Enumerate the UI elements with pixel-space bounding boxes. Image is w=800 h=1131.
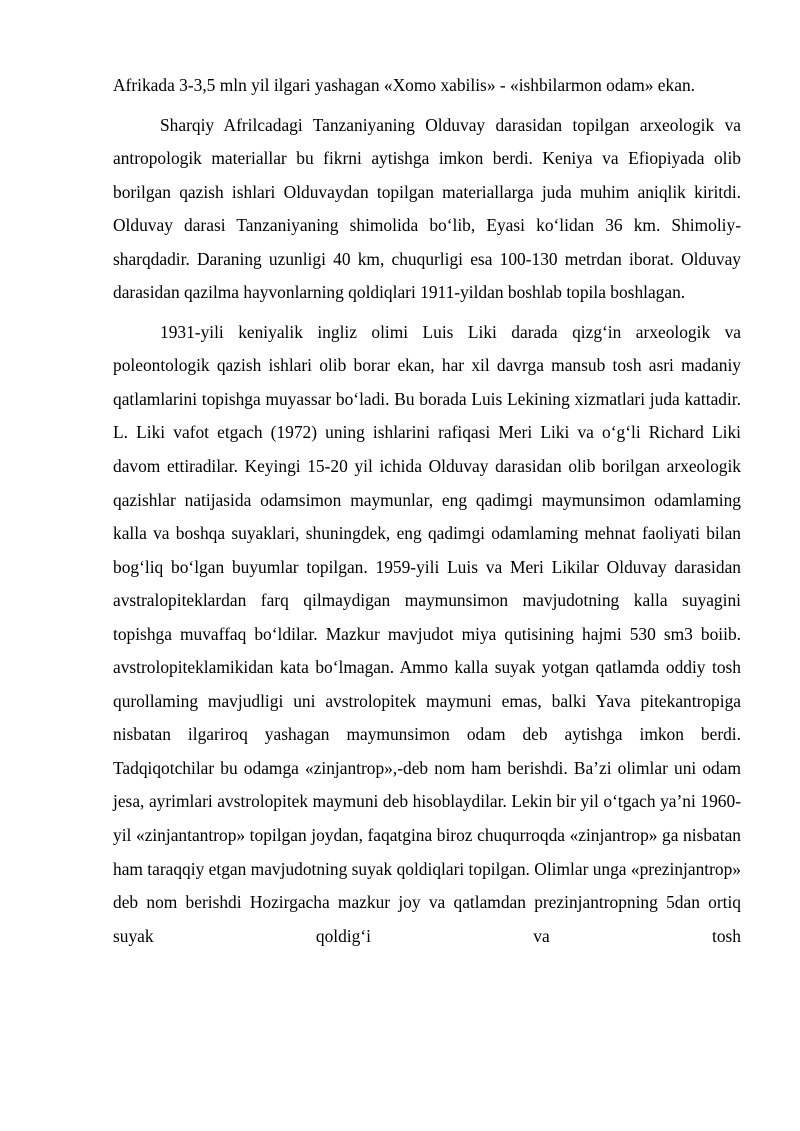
paragraph-3: 1931-yili keniyalik ingliz olimi Luis Liki darada qizg‘in arxeologik va poleontologik qazish ishlari olib borar ekan, har xil davrga mansub tosh asri madaniy qatlamlarini topishga muyassar bo‘ladi. Bu borada Luis Lekining xizmatlari juda kattadir. L. Liki vafot etgach (1972) uning ishlarini rafiqasi Meri Liki va o‘g‘li Richard Liki davom ettiradilar. Keyingi 15-20 yil ichida Olduvay darasidan olib borilgan arxeologik qazishlar natijasida odamsimon maymunlar, eng qadimgi maymunsimon odamlaming kalla va boshqa suyaklari, shuningdek, eng qadimgi odamlaming mehnat faoliyati bilan bog‘liq bo‘lgan buyumlar topilgan. 1959-yili Luis va Meri Likilar Olduvay darasidan avstralopiteklardan farq qilmaydigan maymunsimon mavjudotning kalla suyagini topishga muvaffaq bo‘ldilar. Mazkur mavjudot miya qutisining hajmi 530 sm3 boiib. avstrolopiteklamikidan kata bo‘lmagan. Ammo kalla suyak yotgan qatlamda oddiy tosh qurollaming mavjudligi uni avstrolopitek maymuni emas, balki Yava pitekantropiga nisbatan ilgariroq yashagan maymunsimon odam deb aytishga imkon berdi. Tadqiqotchilar bu odamga «zinjantrop»,-deb nom ham berishdi. Ba’zi olimlar uni odam jesa, ayrimlari avstrolopitek maymuni deb hisoblaydilar. Lekin bir yil o‘tgach ya’ni 1960-yil «zinjantantrop» topilgan joydan, faqatgina biroz chuqurroqda «zinjantrop» ga nisbatan ham taraqqiy etgan mavjudotning suyak qoldiqlari topilgan. Olimlar unga «prezinjantrop» deb nom berishdi Hozirgacha mazkur joy va qatlamdan prezinjantropning 5dan ortiq suyak qoldig‘i va tosh — [113, 321, 741, 946]
body-text — [113, 69, 741, 953]
paragraph-2: Sharqiy Afrilcadagi Tanzaniyaning Olduvay darasidan topilgan arxeologik va antropologik materiallar bu fikrni aytishga imkon berdi. Keniya va Efiopiyada olib borilgan qazish ishlari Olduvaydan topilgan materiallarga juda muhim aniqlik kiritdi. Olduvay darasi Tanzaniyaning shimolida bo‘lib, Eyasi ko‘lidan 36 km. Shimoliy-sharqdadir. Daraning uzunligi 40 km, chuqurligi esa 100-130 metrdan iborat. Olduvay darasidan qazilma hayvonlarning qoldiqlari 1911-yildan boshlab topila boshlagan. — [113, 114, 741, 303]
paragraph-1: Afrikada 3-3,5 mln yil ilgari yashagan «Xomo xabilis» - «ishbilarmon odam» ekan. — [113, 75, 695, 95]
